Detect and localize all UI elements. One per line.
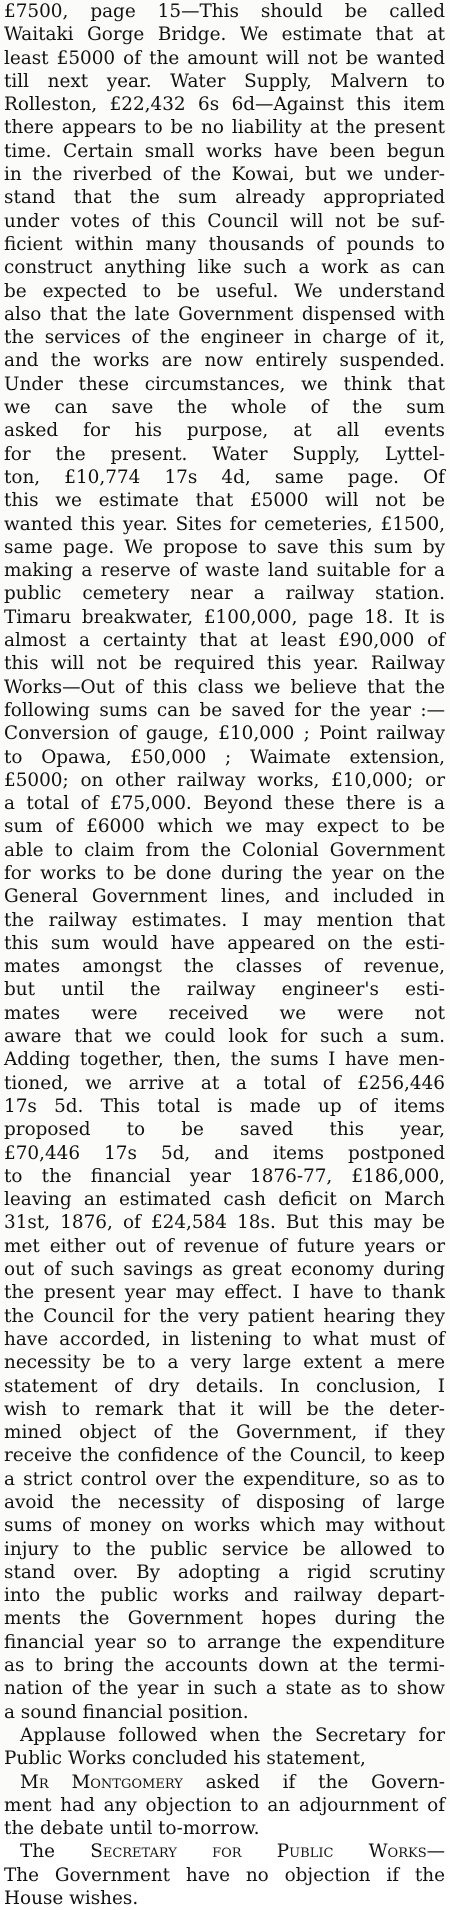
text-line <box>4 0 445 23</box>
text-line <box>4 1817 445 1840</box>
line-text: avoid the necessity of disposing of large <box>4 1492 445 1513</box>
text-line <box>4 1142 445 1165</box>
text-line <box>4 396 445 419</box>
line-text: aware that we could look for such a sum. <box>4 1026 445 1048</box>
line-text: asked if the Govern- <box>182 1771 445 1793</box>
text-line <box>4 1561 445 1584</box>
text-line <box>4 1701 445 1724</box>
text-line <box>4 862 445 885</box>
line-text: least £5000 of the amount will not be wanted <box>4 47 445 69</box>
text-line <box>4 792 445 815</box>
line-text: be expected to be useful. We understand <box>4 280 445 302</box>
article-paragraph <box>4 0 445 1724</box>
line-text: Adding together, then, the sums I have men- <box>4 1049 445 1071</box>
text-line <box>4 210 445 233</box>
text-line <box>4 326 445 349</box>
line-text: we can save the whole of the sum <box>4 397 445 419</box>
line-text: to the financial year 1876-77, £186,000, <box>4 1165 445 1187</box>
line-text: 17s 5d. This total is made up of items <box>4 1095 445 1117</box>
line-text: nation of the year in such a state as to show <box>4 1678 445 1700</box>
text-line <box>4 443 445 466</box>
text-line <box>4 1887 445 1910</box>
text-line <box>4 1165 445 1188</box>
text-line <box>4 652 445 675</box>
text-line <box>4 582 445 605</box>
line-text: ton, £10,774 17s 4d, same page. Of <box>4 466 445 488</box>
line-text: the debate until to-morrow. <box>4 1818 260 1840</box>
text-line <box>4 1328 445 1351</box>
text-line <box>4 280 445 303</box>
text-line <box>4 815 445 838</box>
text-line <box>4 769 445 792</box>
text-line <box>4 1235 445 1258</box>
line-text: Conversion of gauge, £10,000 ; Point railway <box>4 723 445 745</box>
line-text: necessity be to a very large extent a mere <box>4 1352 445 1374</box>
text-line <box>4 699 445 722</box>
text-line <box>4 1305 445 1328</box>
speaker-name: Secretary for Public Works <box>90 1841 427 1863</box>
line-text: the railway estimates. I may mention that <box>4 909 445 931</box>
line-text: proposed to be saved this year, <box>4 1119 445 1141</box>
line-text: statement of dry details. In conclusion, I <box>4 1375 445 1397</box>
line-text: also that the late Government dispensed with <box>4 303 445 325</box>
text-line <box>4 629 445 652</box>
article-paragraph <box>4 1724 445 1771</box>
text-line <box>4 1351 445 1374</box>
text-line <box>4 1654 445 1677</box>
text-line <box>4 536 445 559</box>
text-line <box>4 559 445 582</box>
text-line <box>4 47 445 70</box>
text-line <box>4 1771 445 1794</box>
line-text: Rolleston, £22,432 6s 6d—Against this item <box>4 94 445 116</box>
line-text: the Council for the very patient hearing they <box>4 1305 445 1327</box>
line-text: Works—Out of this class we believe that the <box>4 676 445 698</box>
text-line <box>4 349 445 372</box>
line-text: for works to be done during the year on the <box>4 862 445 884</box>
text-line <box>4 1421 445 1444</box>
text-line <box>4 1025 445 1048</box>
line-text: a strict control over the expenditure, so as to <box>4 1468 445 1490</box>
line-text: ment had any objection to an adjournment of <box>4 1794 445 1816</box>
line-text: sum of £6000 which we may expect to be <box>4 816 445 838</box>
line-text: £7500, page 15—This should be called <box>4 1 445 22</box>
text-line <box>4 1048 445 1071</box>
line-text: tioned, we arrive at a total of £256,446 <box>4 1072 445 1094</box>
line-text: Applause followed when the Secretary for <box>20 1724 445 1746</box>
text-line <box>4 885 445 908</box>
article-paragraph <box>4 1840 445 1910</box>
line-text: mined object of the Government, if they <box>4 1422 445 1444</box>
text-line <box>4 93 445 116</box>
line-text: met either out of revenue of future years or <box>4 1235 445 1257</box>
line-text: this will not be required this year. Railway <box>4 653 445 675</box>
line-text: under votes of this Council will not be suf- <box>4 210 445 232</box>
text-line <box>4 1794 445 1817</box>
text-line <box>4 256 445 279</box>
line-text: and the works are now entirely suspended. <box>4 350 445 372</box>
speaker-name: Mr Montgomery <box>20 1771 183 1793</box>
text-line <box>4 1584 445 1607</box>
text-line <box>4 70 445 93</box>
line-text: there appears to be no liability at the present <box>4 117 445 139</box>
text-line <box>4 303 445 326</box>
line-text: this sum would have appeared on the esti- <box>4 932 445 954</box>
text-line <box>4 1281 445 1304</box>
line-text: House wishes. <box>4 1888 139 1910</box>
line-text: wanted this year. Sites for cemeteries, £1500, <box>4 513 445 535</box>
text-line <box>4 116 445 139</box>
text-line <box>4 955 445 978</box>
text-line <box>4 1188 445 1211</box>
text-line <box>4 1491 445 1514</box>
line-text: sums of money on works which may without <box>4 1515 445 1537</box>
line-text: in the riverbed of the Kowai, but we under- <box>4 164 445 186</box>
line-text: for the present. Water Supply, Lyttel- <box>4 443 445 465</box>
text-line <box>4 1840 445 1863</box>
line-text: Under these circumstances, we think that <box>4 373 445 395</box>
text-line <box>4 1258 445 1281</box>
line-text: asked for his purpose, at all events <box>4 420 445 442</box>
text-line <box>4 1514 445 1537</box>
text-line <box>4 1677 445 1700</box>
line-text: a total of £75,000. Beyond these there is a <box>4 793 445 815</box>
line-text: but until the railway engineer's esti- <box>4 979 445 1001</box>
text-line <box>4 1398 445 1421</box>
line-text: Waitaki Gorge Bridge. We estimate that at <box>4 24 445 46</box>
line-text: to Opawa, £50,000 ; Waimate extension, <box>4 746 445 768</box>
line-text: this we estimate that £5000 will not be <box>4 490 445 512</box>
text-line <box>4 1375 445 1398</box>
line-text: financial year so to arrange the expenditure <box>4 1631 445 1653</box>
line-text: the present year may effect. I have to thank <box>4 1282 445 1304</box>
text-line <box>4 1724 445 1747</box>
text-line <box>4 1095 445 1118</box>
text-line <box>4 1002 445 1025</box>
line-text: £5000; on other railway works, £10,000; or <box>4 769 445 791</box>
line-text: making a reserve of waste land suitable for a <box>4 560 445 582</box>
text-line <box>4 746 445 769</box>
text-line <box>4 1072 445 1095</box>
text-line <box>4 140 445 163</box>
line-text: The Government have no objection if the <box>4 1864 445 1886</box>
text-line <box>4 1118 445 1141</box>
line-text: stand that the sum already appropriated <box>4 187 445 209</box>
text-line <box>4 978 445 1001</box>
text-line <box>4 419 445 442</box>
line-text: mates amongst the classes of revenue, <box>4 956 445 978</box>
line-text: ments the Government hopes during the <box>4 1608 445 1630</box>
line-text: able to claim from the Colonial Government <box>4 839 445 861</box>
line-text: The <box>20 1841 91 1863</box>
line-text: till next year. Water Supply, Malvern to <box>4 70 445 92</box>
line-text: Public Works concluded his statement, <box>4 1748 366 1770</box>
line-text: Timaru breakwater, £100,000, page 18. It is <box>4 606 445 628</box>
text-line <box>4 606 445 629</box>
line-text: have accorded, in listening to what must of <box>4 1328 445 1350</box>
line-text: into the public works and railway depart- <box>4 1585 445 1607</box>
text-line <box>4 373 445 396</box>
line-text: wish to remark that it will be the deter- <box>4 1398 445 1420</box>
line-text: almost a certainty that at least £90,000 of <box>4 630 445 652</box>
text-line <box>4 1468 445 1491</box>
text-line <box>4 163 445 186</box>
text-line <box>4 23 445 46</box>
text-line <box>4 233 445 256</box>
text-line <box>4 1864 445 1887</box>
text-line <box>4 932 445 955</box>
line-text: — <box>426 1841 445 1863</box>
text-line <box>4 722 445 745</box>
line-text: mates were received we were not <box>4 1002 445 1024</box>
article-column <box>4 0 445 1910</box>
text-line <box>4 466 445 489</box>
text-line <box>4 676 445 699</box>
text-line <box>4 909 445 932</box>
line-text: stand over. By adopting a rigid scrutiny <box>4 1561 445 1583</box>
line-text: 31st, 1876, of £24,584 18s. But this may be <box>4 1212 445 1234</box>
text-line <box>4 1538 445 1561</box>
line-text: following sums can be saved for the year :— <box>4 699 445 721</box>
text-line <box>4 1444 445 1467</box>
line-text: construct anything like such a work as can <box>4 257 445 279</box>
text-line <box>4 839 445 862</box>
text-line <box>4 186 445 209</box>
line-text: £70,446 17s 5d, and items postponed <box>4 1142 445 1164</box>
line-text: as to bring the accounts down at the termi- <box>4 1655 445 1677</box>
text-line <box>4 513 445 536</box>
article-paragraph <box>4 1771 445 1841</box>
line-text: time. Certain small works have been begun <box>4 140 445 162</box>
line-text: injury to the public service be allowed to <box>4 1538 445 1560</box>
text-line <box>4 1607 445 1630</box>
line-text: the services of the engineer in charge of it, <box>4 327 445 349</box>
text-line <box>4 1631 445 1654</box>
text-line <box>4 1211 445 1234</box>
line-text: out of such savings as great economy during <box>4 1259 445 1281</box>
line-text: ficient within many thousands of pounds to <box>4 233 445 255</box>
line-text: a sound financial position. <box>4 1701 249 1723</box>
line-text: leaving an estimated cash deficit on March <box>4 1189 445 1211</box>
text-line <box>4 1747 445 1770</box>
line-text: same page. We propose to save this sum by <box>4 536 445 558</box>
text-line <box>4 489 445 512</box>
line-text: public cemetery near a railway station. <box>4 583 445 605</box>
line-text: General Government lines, and included in <box>4 886 445 908</box>
line-text: receive the confidence of the Council, to keep <box>4 1445 445 1467</box>
